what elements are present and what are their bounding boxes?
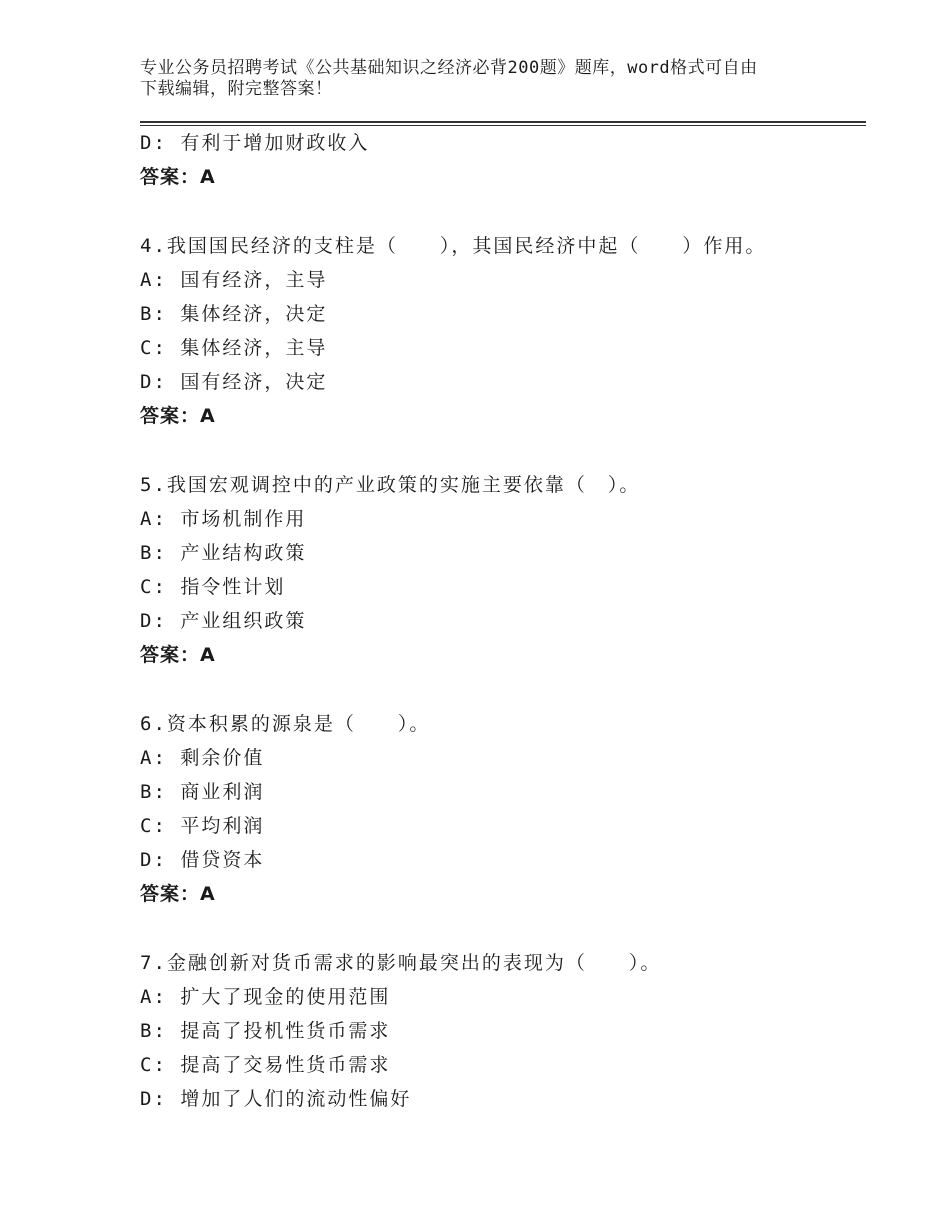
answer-line: 答案：A [140, 405, 216, 427]
answer-line: 答案：A [140, 644, 216, 666]
question-content [140, 126, 866, 1116]
question-block [140, 946, 866, 1116]
option-d: D: 国有经济，决定 [140, 371, 328, 393]
option-b: B: 提高了投机性货币需求 [140, 1020, 391, 1042]
question-block [140, 229, 866, 433]
question-block [140, 468, 866, 672]
option-d: D: 借贷资本 [140, 849, 265, 871]
header-divider-thick [140, 121, 866, 123]
option-c: C: 指令性计划 [140, 576, 286, 598]
question-spacer [140, 911, 866, 946]
question-stem: 5.我国宏观调控中的产业政策的实施主要依靠（ ）。 [140, 474, 641, 496]
option-a: A: 市场机制作用 [140, 508, 307, 530]
option-b: B: 集体经济，决定 [140, 303, 328, 325]
question-spacer [140, 194, 866, 229]
answer-line: 答案：A [140, 883, 216, 905]
question-stem: 6.资本积累的源泉是（ ）。 [140, 713, 431, 735]
header-line-2: 下载编辑，附完整答案！ [140, 79, 333, 99]
page-header [140, 58, 840, 100]
option-b: B: 产业结构政策 [140, 542, 307, 564]
answer-line: 答案：A [140, 166, 216, 188]
option-a: A: 扩大了现金的使用范围 [140, 986, 391, 1008]
option-d: D: 增加了人们的流动性偏好 [140, 1088, 412, 1110]
option-c: C: 集体经济，主导 [140, 337, 328, 359]
question-stem: 7.金融创新对货币需求的影响最突出的表现为（ ）。 [140, 952, 662, 974]
header-line-1: 专业公务员招聘考试《公共基础知识之经济必背200题》题库，word格式可自由 [140, 58, 758, 78]
question-stem: 4.我国国民经济的支柱是（ ），其国民经济中起（ ）作用。 [140, 235, 767, 257]
question-block [140, 707, 866, 911]
option-c: C: 平均利润 [140, 815, 265, 837]
question-spacer [140, 433, 866, 468]
option-d: D: 有利于增加财政收入 [140, 132, 370, 154]
option-a: A: 国有经济，主导 [140, 269, 328, 291]
option-a: A: 剩余价值 [140, 747, 265, 769]
option-c: C: 提高了交易性货币需求 [140, 1054, 391, 1076]
question-spacer [140, 672, 866, 707]
option-d: D: 产业组织政策 [140, 610, 307, 632]
option-b: B: 商业利润 [140, 781, 265, 803]
